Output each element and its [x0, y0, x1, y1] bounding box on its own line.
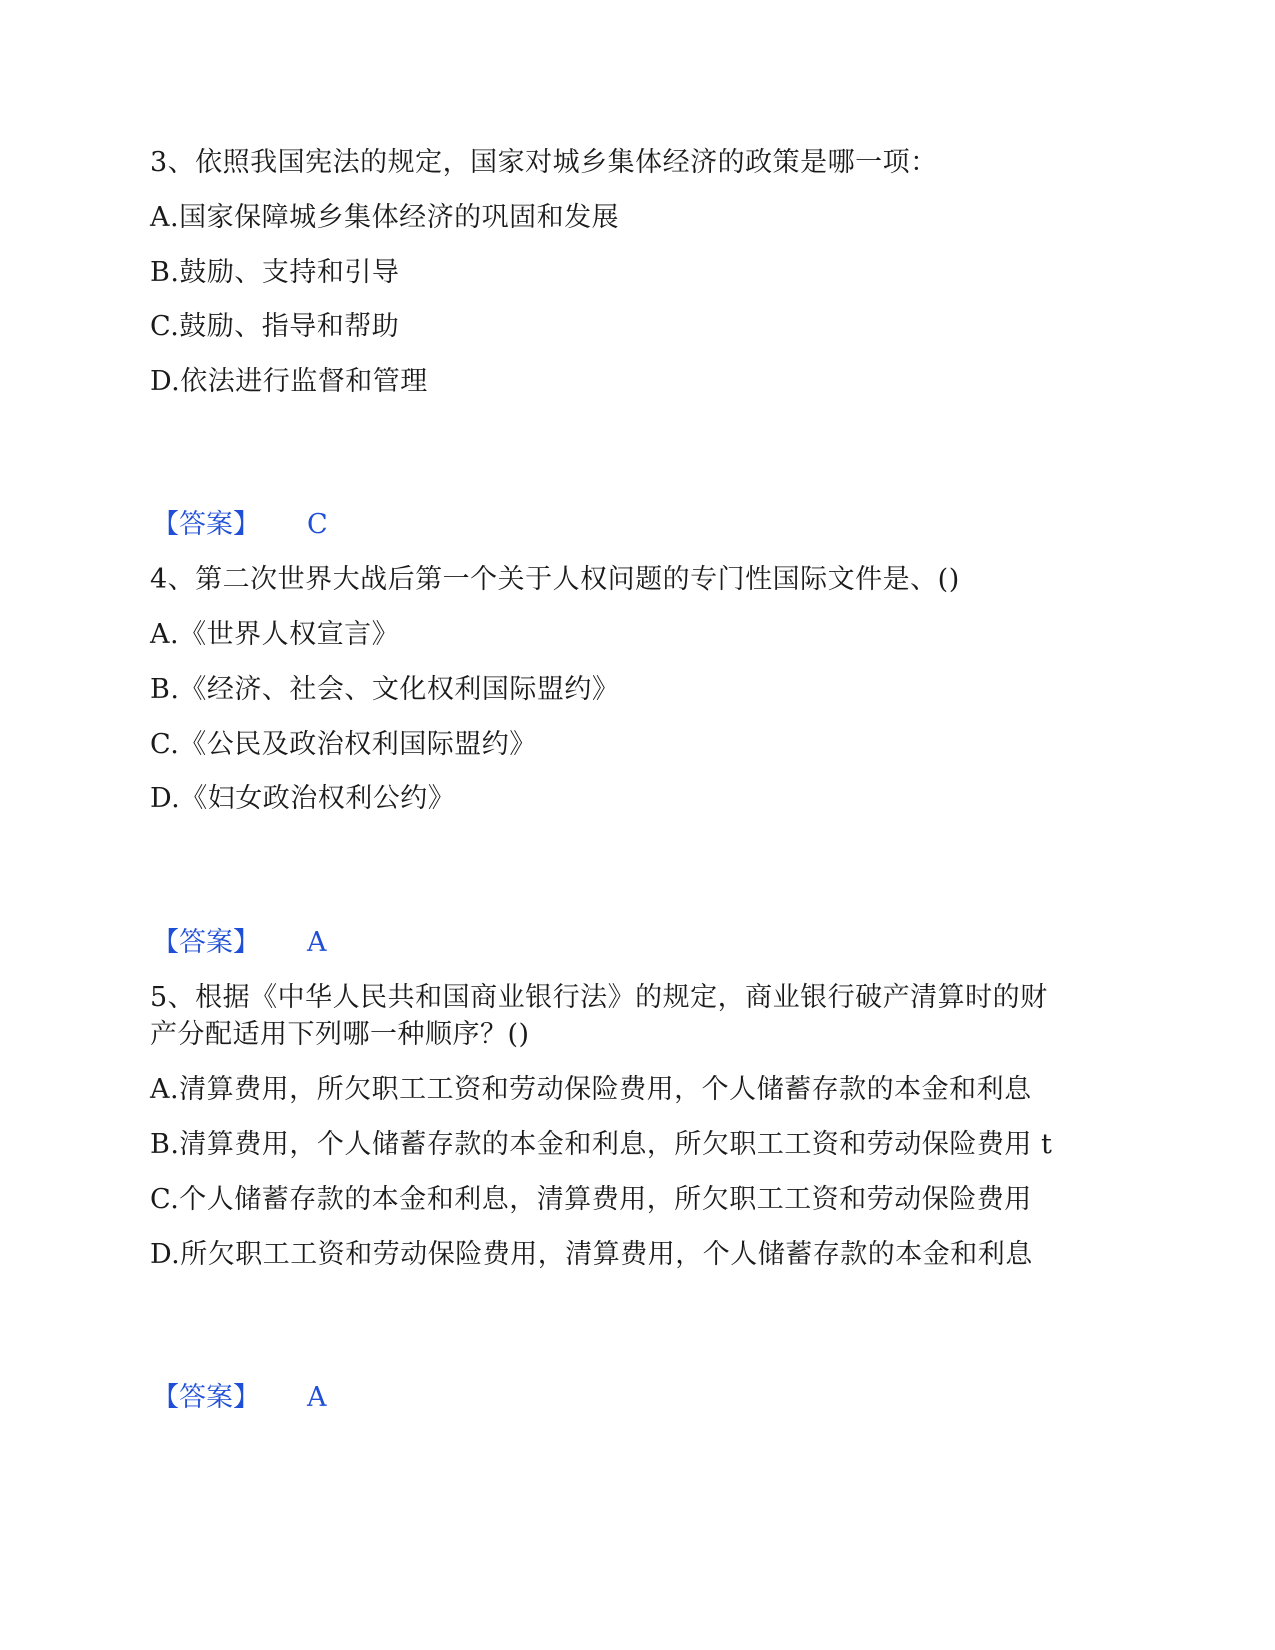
answer-label: 【答案】	[152, 1382, 260, 1413]
question-5-stem-line-2: 产分配适用下列哪一种顺序？()	[150, 1019, 530, 1050]
question-4-answer	[152, 926, 327, 960]
question-4-option-c: C.《公民及政治权利国际盟约》	[150, 729, 537, 760]
question-5-option-d: D.所欠职工工资和劳动保险费用，清算费用，个人储蓄存款的本金和利息	[150, 1239, 1033, 1270]
question-5-stem-line-1: 5、根据《中华人民共和国商业银行法》的规定，商业银行破产清算时的财	[150, 982, 1048, 1013]
question-4-stem: 4、第二次世界大战后第一个关于人权问题的专门性国际文件是、()	[150, 564, 960, 595]
question-5-answer	[152, 1381, 327, 1415]
answer-label: 【答案】	[152, 927, 260, 958]
question-4-option-a: A.《世界人权宣言》	[150, 619, 400, 650]
answer-value: C	[307, 509, 328, 540]
question-3-answer	[152, 508, 328, 542]
question-3-option-d: D.依法进行监督和管理	[150, 366, 428, 397]
question-3-option-c: C.鼓励、指导和帮助	[150, 311, 400, 342]
question-5-option-b: B.清算费用，个人储蓄存款的本金和利息，所欠职工工资和劳动保险费用 t	[150, 1129, 1053, 1160]
question-3-stem: 3、依照我国宪法的规定，国家对城乡集体经济的政策是哪一项：	[150, 147, 938, 178]
question-3-option-a: A.国家保障城乡集体经济的巩固和发展	[150, 202, 620, 233]
question-5-option-c: C.个人储蓄存款的本金和利息，清算费用，所欠职工工资和劳动保险费用	[150, 1184, 1032, 1215]
answer-value: A	[307, 1382, 327, 1413]
question-4-option-d: D.《妇女政治权利公约》	[150, 783, 456, 814]
answer-label: 【答案】	[152, 509, 260, 540]
answer-value: A	[307, 927, 327, 958]
question-4-option-b: B.《经济、社会、文化权利国际盟约》	[150, 674, 620, 705]
question-3-option-b: B.鼓励、支持和引导	[150, 257, 400, 288]
question-5-option-a: A.清算费用，所欠职工工资和劳动保险费用，个人储蓄存款的本金和利息	[150, 1074, 1032, 1105]
